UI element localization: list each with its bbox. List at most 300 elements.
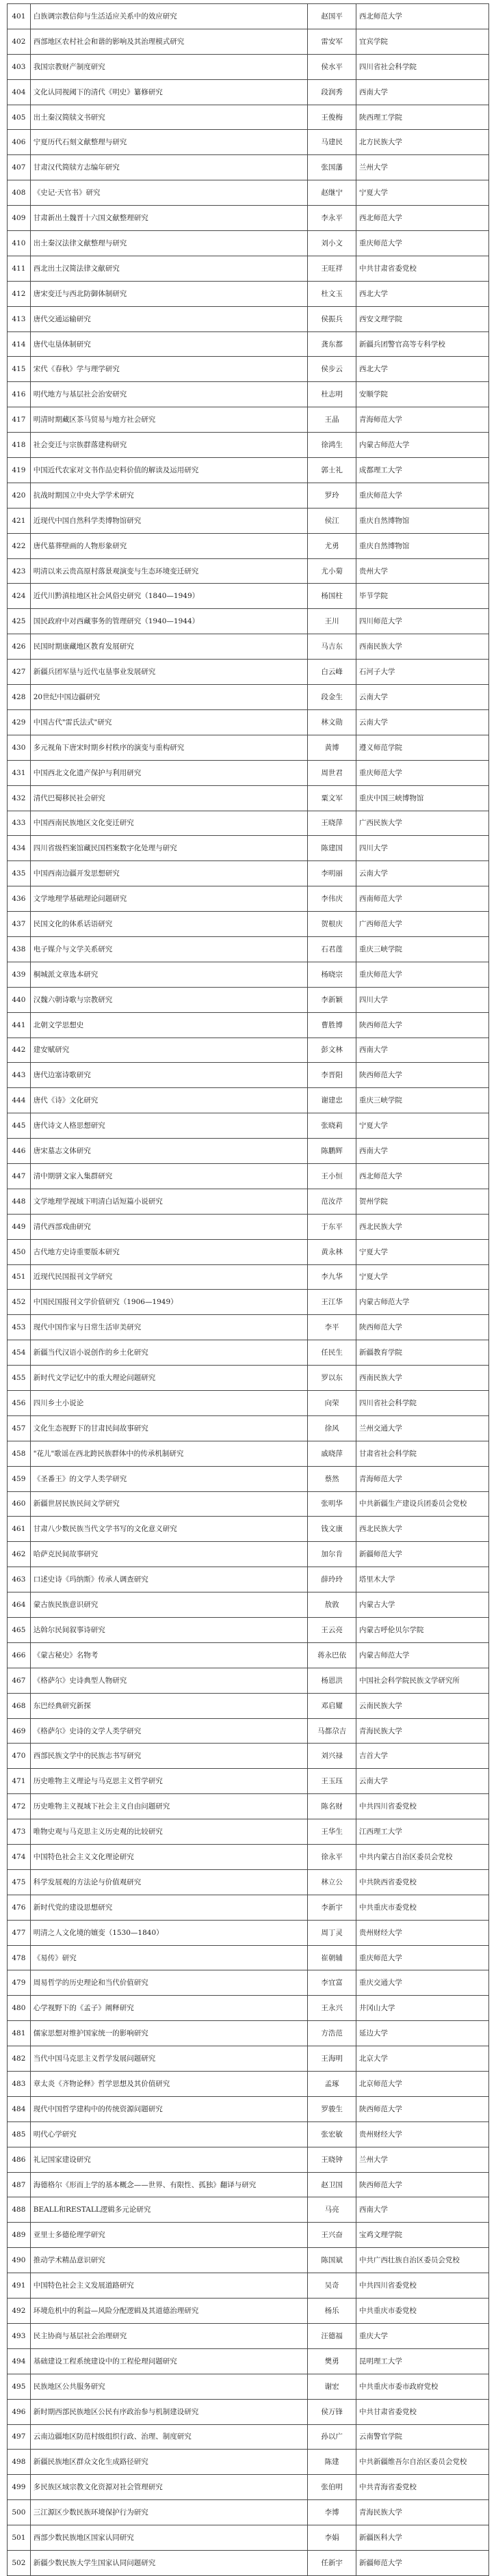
row-number: 466	[8, 1642, 31, 1668]
project-leader: 杨晓宗	[308, 962, 356, 987]
project-title: 新疆当代汉语小说创作的乡土化研究	[30, 1340, 308, 1366]
project-leader: 崔朝辅	[308, 1945, 356, 1970]
project-leader: 吴奇	[308, 2273, 356, 2299]
project-leader: 罗玲	[308, 483, 356, 508]
project-title: 宋代《春秋》学与理学研究	[30, 357, 308, 382]
row-number: 403	[8, 54, 31, 79]
project-leader: 粟文军	[308, 785, 356, 811]
project-title: 出土秦汉法律文献整理与研究	[30, 231, 308, 256]
project-title: 东巴经典研究新探	[30, 1693, 308, 1718]
project-organization: 西南大学	[356, 2197, 488, 2223]
project-title: 唐代交通运输研究	[30, 306, 308, 331]
project-organization: 西南民族大学	[356, 1366, 488, 1391]
row-number: 502	[8, 2550, 31, 2575]
table-row	[8, 1668, 489, 1693]
project-leader: 李宜富	[308, 1970, 356, 1996]
row-number: 455	[8, 1366, 31, 1391]
project-organization: 宁夏大学	[356, 1113, 488, 1139]
project-organization: 内蒙古呼伦贝尔学院	[356, 1618, 488, 1643]
project-organization: 西南民族大学	[356, 634, 488, 660]
table-row	[8, 634, 489, 660]
table-row	[8, 1819, 489, 1845]
project-title: 文化认同视阈下的清代《明史》纂修研究	[30, 79, 308, 105]
project-leader: 马都尕吉	[308, 1718, 356, 1744]
row-number: 497	[8, 2424, 31, 2450]
project-leader: 蒋永巴依	[308, 1642, 356, 1668]
project-organization: 塔里木大学	[356, 1567, 488, 1592]
project-organization: 江西理工大学	[356, 1819, 488, 1845]
row-number: 446	[8, 1139, 31, 1164]
row-number: 473	[8, 1819, 31, 1845]
project-organization: 中共新疆维吾尔自治区委员会党校	[356, 2450, 488, 2475]
row-number: 417	[8, 407, 31, 433]
project-organization: 青海师范大学	[356, 1466, 488, 1491]
project-leader: 王俊梅	[308, 105, 356, 130]
project-title: 海德格尔《形而上学的基本概念——世界、有限性、孤独》翻译与研究	[30, 2172, 308, 2197]
table-row	[8, 206, 489, 231]
project-organization: 昆明理工大学	[356, 2348, 488, 2374]
project-leader: 侯水平	[308, 54, 356, 79]
row-number: 465	[8, 1618, 31, 1643]
project-organization: 重庆师范大学	[356, 483, 488, 508]
project-leader: 王晶	[308, 407, 356, 433]
project-title: 明清之人文化境的嬗变（1530—1840）	[30, 1920, 308, 1945]
table-row	[8, 79, 489, 105]
project-title: 历史唯物主义视域下社会主义自由问题研究	[30, 1794, 308, 1819]
table-row	[8, 1769, 489, 1794]
project-leader: 孙以广	[308, 2424, 356, 2450]
project-organization: 新疆兵团警官高等专科学校	[356, 331, 488, 357]
row-number: 409	[8, 206, 31, 231]
project-title: 明代心学研究	[30, 2121, 308, 2147]
table-row	[8, 1390, 489, 1415]
project-organization: 成都理工大学	[356, 458, 488, 483]
project-organization: 吉首大学	[356, 1744, 488, 1769]
project-leader: 王兴奋	[308, 2223, 356, 2248]
project-leader: 黄博	[308, 735, 356, 760]
project-title: 《圣番王》的文学人类学研究	[30, 1466, 308, 1491]
table-row	[8, 105, 489, 130]
project-title: 我国宗教财产制度研究	[30, 54, 308, 79]
table-row	[8, 2197, 489, 2223]
project-organization: 西北大学	[356, 357, 488, 382]
project-title: 甘肃汉代简牍方志编年研究	[30, 155, 308, 180]
project-leader: 贺根庆	[308, 912, 356, 937]
row-number: 412	[8, 281, 31, 306]
table-row	[8, 458, 489, 483]
table-row	[8, 1264, 489, 1290]
row-number: 463	[8, 1567, 31, 1592]
table-row	[8, 483, 489, 508]
project-organization: 内蒙古师范大学	[356, 1290, 488, 1315]
project-title: 唐代墓葬壁画的人物形象研究	[30, 533, 308, 558]
row-number: 422	[8, 533, 31, 558]
project-title: 西部地区农村社会和谐的影响及其治理模式研究	[30, 29, 308, 54]
project-leader: 郭士礼	[308, 458, 356, 483]
row-number: 475	[8, 1869, 31, 1895]
table-row	[8, 1063, 489, 1088]
row-number: 402	[8, 29, 31, 54]
project-title: 哈萨克民间故事研究	[30, 1542, 308, 1567]
project-list-document	[7, 3, 489, 2576]
row-number: 478	[8, 1945, 31, 1970]
project-title: 四川省级档案馆藏民国档案数字化处理与研究	[30, 836, 308, 861]
project-organization: 重庆师范大学	[356, 760, 488, 785]
table-row	[8, 962, 489, 987]
project-leader: 张伯明	[308, 2475, 356, 2500]
table-row	[8, 1189, 489, 1214]
row-number: 472	[8, 1794, 31, 1819]
project-title: 达斡尔民间叙事诗研究	[30, 1618, 308, 1643]
project-leader: 刘小文	[308, 231, 356, 256]
project-title: 唐宋变迁与西北防御体制研究	[30, 281, 308, 306]
project-organization: 西北大学	[356, 281, 488, 306]
project-title: 多元视角下唐宋时期乡村秩序的演变与重构研究	[30, 735, 308, 760]
project-table	[7, 3, 489, 2576]
project-title: 周易哲学的历史理论和当代价值研究	[30, 1970, 308, 1996]
table-row	[8, 331, 489, 357]
project-leader: 徐永平	[308, 1845, 356, 1870]
project-organization: 西北民族大学	[356, 1214, 488, 1239]
project-leader: 李娟	[308, 2525, 356, 2551]
project-organization: 中国社会科学院民族文学研究所	[356, 1668, 488, 1693]
project-leader: 范汝芹	[308, 1189, 356, 1214]
row-number: 456	[8, 1390, 31, 1415]
project-title: 中国特色社会主义发展道路研究	[30, 2273, 308, 2299]
project-organization: 云南大学	[356, 861, 488, 886]
row-number: 486	[8, 2147, 31, 2172]
project-title: 西部民族文学中的民族志书写研究	[30, 1744, 308, 1769]
project-organization: 西北民族大学	[356, 1517, 488, 1542]
table-row	[8, 407, 489, 433]
project-title: 三江源区少数民族环境保护行为研究	[30, 2500, 308, 2525]
project-leader: 李晋阳	[308, 1063, 356, 1088]
project-leader: 谢宏	[308, 2374, 356, 2399]
row-number: 454	[8, 1340, 31, 1366]
project-leader: 刘兴禄	[308, 1744, 356, 1769]
row-number: 408	[8, 180, 31, 206]
project-organization: 北京师范大学	[356, 2072, 488, 2097]
project-title: 中国西南边疆开发思想研究	[30, 861, 308, 886]
project-title: 西部少数民族地区国家认同研究	[30, 2525, 308, 2551]
project-leader: 加尔肯	[308, 1542, 356, 1567]
row-number: 495	[8, 2374, 31, 2399]
project-leader: 樊勇	[308, 2348, 356, 2374]
project-title: 多民族区域宗教文化资源对社会管理研究	[30, 2475, 308, 2500]
table-row	[8, 1592, 489, 1618]
row-number: 425	[8, 609, 31, 634]
table-row	[8, 1366, 489, 1391]
project-title: 近现代民国报刊文学研究	[30, 1264, 308, 1290]
row-number: 481	[8, 2021, 31, 2046]
project-organization: 北方民族大学	[356, 130, 488, 155]
project-title: 清代西部戏曲研究	[30, 1214, 308, 1239]
project-leader: 周世君	[308, 760, 356, 785]
table-row	[8, 1290, 489, 1315]
project-leader: 白云峰	[308, 660, 356, 685]
project-title: 当代中国马克思主义哲学发展问题研究	[30, 2046, 308, 2072]
project-leader: 任民生	[308, 1340, 356, 1366]
row-number: 418	[8, 433, 31, 458]
row-number: 430	[8, 735, 31, 760]
project-organization: 中共四川省委党校	[356, 2273, 488, 2299]
project-title: 新疆世居民族民间文学研究	[30, 1491, 308, 1517]
project-organization: 内蒙古师范大学	[356, 1642, 488, 1668]
table-row	[8, 1618, 489, 1643]
project-title: 《格萨尔》史诗典型人物研究	[30, 1668, 308, 1693]
project-organization: 重庆自然博物馆	[356, 533, 488, 558]
project-leader: 杨恩洪	[308, 1668, 356, 1693]
project-leader: 赵国平	[308, 4, 356, 29]
project-organization: 中共广西壮族自治区委员会党校	[356, 2248, 488, 2273]
project-organization: 陕西师范大学	[356, 1063, 488, 1088]
project-title: 新时期西部民族地区公民有序政治参与机制建设研究	[30, 2399, 308, 2424]
table-row	[8, 1163, 489, 1189]
table-row	[8, 1012, 489, 1038]
project-leader: 马吉东	[308, 634, 356, 660]
project-title: 新时代文学记忆中的重大理论问题研究	[30, 1366, 308, 1391]
project-organization: 新疆医科大学	[356, 2525, 488, 2551]
table-row	[8, 533, 489, 558]
row-number: 461	[8, 1517, 31, 1542]
row-number: 404	[8, 79, 31, 105]
row-number: 411	[8, 256, 31, 281]
project-leader: 王晓钟	[308, 2147, 356, 2172]
row-number: 441	[8, 1012, 31, 1038]
row-number: 468	[8, 1693, 31, 1718]
project-organization: 重庆三峡学院	[356, 1088, 488, 1113]
row-number: 477	[8, 1920, 31, 1945]
project-leader: 徐鸿生	[308, 433, 356, 458]
project-organization: 北京大学	[356, 2046, 488, 2072]
project-organization: 云南民族大学	[356, 1693, 488, 1718]
row-number: 431	[8, 760, 31, 785]
project-title: 唐代屯垦体制研究	[30, 331, 308, 357]
project-leader: 王小恒	[308, 1163, 356, 1189]
project-title: 电子媒介与文学关系研究	[30, 936, 308, 962]
project-leader: 陈鹏辉	[308, 1139, 356, 1164]
row-number: 450	[8, 1239, 31, 1264]
project-leader: 罗骏生	[308, 2096, 356, 2121]
project-leader: 黄永林	[308, 1239, 356, 1264]
row-number: 427	[8, 660, 31, 685]
project-title: 明代地方与基层社会治安研究	[30, 382, 308, 407]
table-row	[8, 357, 489, 382]
project-organization: 宝鸡文理学院	[356, 2223, 488, 2248]
project-title: 亚里士多德伦理学研究	[30, 2223, 308, 2248]
table-row	[8, 660, 489, 685]
table-row	[8, 2096, 489, 2121]
project-organization: 贺州学院	[356, 1189, 488, 1214]
project-leader: 杜文玉	[308, 281, 356, 306]
project-leader: 赵卫国	[308, 2172, 356, 2197]
project-organization: 内蒙古师范大学	[356, 433, 488, 458]
project-title: 章太炎《齐物论释》哲学思想及其价值研究	[30, 2072, 308, 2097]
project-title: 文学地理学视域下明清白话短篇小说研究	[30, 1189, 308, 1214]
project-title: 桐城派文章选本研究	[30, 962, 308, 987]
row-number: 447	[8, 1163, 31, 1189]
project-title: 新疆少数民族大学生国家认同问题研究	[30, 2550, 308, 2575]
project-leader: 李九华	[308, 1264, 356, 1290]
project-organization: 重庆师范大学	[356, 231, 488, 256]
table-row	[8, 382, 489, 407]
row-number: 444	[8, 1088, 31, 1113]
row-number: 410	[8, 231, 31, 256]
project-organization: 兰州大学	[356, 2147, 488, 2172]
project-organization: 西南大学	[356, 79, 488, 105]
project-title: 国民政府中对西藏事务的管理研究（1940—1944）	[30, 609, 308, 634]
project-organization: 贵州财经大学	[356, 1920, 488, 1945]
table-row	[8, 1214, 489, 1239]
row-number: 420	[8, 483, 31, 508]
row-number: 501	[8, 2525, 31, 2551]
project-title: 文化生态视野下的甘肃民间故事研究	[30, 1415, 308, 1441]
row-number: 488	[8, 2197, 31, 2223]
project-organization: 内蒙古大学	[356, 1592, 488, 1618]
project-title: 建安赋研究	[30, 1038, 308, 1063]
table-row	[8, 2525, 489, 2551]
project-leader: 陈国斌	[308, 2248, 356, 2273]
project-organization: 中共甘肃省委党校	[356, 256, 488, 281]
table-row	[8, 2273, 489, 2299]
project-leader: 雷安军	[308, 29, 356, 54]
row-number: 401	[8, 4, 31, 29]
project-organization: 石河子大学	[356, 660, 488, 685]
table-row	[8, 1718, 489, 1744]
project-leader: 杨乐	[308, 2299, 356, 2324]
project-organization: 四川师范大学	[356, 609, 488, 634]
project-title: 《蒙古秘史》名物考	[30, 1642, 308, 1668]
table-row	[8, 130, 489, 155]
project-organization: 宁夏大学	[356, 180, 488, 206]
row-number: 499	[8, 2475, 31, 2500]
project-leader: 尤勇	[308, 533, 356, 558]
table-row	[8, 685, 489, 710]
project-leader: 周丁灵	[308, 1920, 356, 1945]
project-table-body	[8, 4, 489, 2576]
project-organization: 四川大学	[356, 836, 488, 861]
project-title: 中国古代"雷氏法式"研究	[30, 709, 308, 735]
row-number: 452	[8, 1290, 31, 1315]
table-row	[8, 2424, 489, 2450]
project-organization: 陕西师范大学	[356, 2172, 488, 2197]
table-row	[8, 760, 489, 785]
project-title: 白族调宗教信仰与生活适应关系中的效应研究	[30, 4, 308, 29]
project-leader: 李伟庆	[308, 886, 356, 912]
row-number: 453	[8, 1315, 31, 1340]
project-organization: 重庆师范大学	[356, 1945, 488, 1970]
table-row	[8, 1895, 489, 1920]
table-row	[8, 306, 489, 331]
table-row	[8, 2223, 489, 2248]
project-title: 近现代中国自然科学类博物馆研究	[30, 508, 308, 533]
project-title: 现代中国作家与日常生活审美研究	[30, 1315, 308, 1340]
project-organization: 云南大学	[356, 685, 488, 710]
row-number: 407	[8, 155, 31, 180]
project-leader: 张国藩	[308, 155, 356, 180]
project-leader: 陈名财	[308, 1794, 356, 1819]
project-leader: 李新宇	[308, 1895, 356, 1920]
project-organization: 青海民族大学	[356, 2500, 488, 2525]
row-number: 489	[8, 2223, 31, 2248]
project-leader: 张晓莉	[308, 1113, 356, 1139]
project-organization: 甘肃省社会科学院	[356, 1441, 488, 1466]
project-leader: 戚晓萍	[308, 1441, 356, 1466]
row-number: 423	[8, 558, 31, 584]
project-title: 云南边疆地区防范村级组织行政、治理、制度研究	[30, 2424, 308, 2450]
project-organization: 兰州交通大学	[356, 1415, 488, 1441]
project-leader: 王玉珏	[308, 1769, 356, 1794]
row-number: 432	[8, 785, 31, 811]
table-row	[8, 2374, 489, 2399]
project-organization: 遵义师范学院	[356, 735, 488, 760]
project-title: BEALL和RESTALL逻辑多元论研究	[30, 2197, 308, 2223]
table-row	[8, 4, 489, 29]
table-row	[8, 1113, 489, 1139]
table-row	[8, 1920, 489, 1945]
project-leader: 邓启耀	[308, 1693, 356, 1718]
project-title: 口述史诗《玛纳斯》传承人调查研究	[30, 1567, 308, 1592]
project-organization: 中共甘肃省委党校	[356, 2399, 488, 2424]
project-title: 新时代党的建设思想研究	[30, 1895, 308, 1920]
row-number: 493	[8, 2323, 31, 2348]
project-title: 明清以来云贵高原村落景观演变与生态环境变迁研究	[30, 558, 308, 584]
table-row	[8, 2147, 489, 2172]
row-number: 448	[8, 1189, 31, 1214]
row-number: 406	[8, 130, 31, 155]
project-leader: 侯振兵	[308, 306, 356, 331]
row-number: 480	[8, 1996, 31, 2021]
row-number: 460	[8, 1491, 31, 1517]
project-leader: 彭文林	[308, 1038, 356, 1063]
table-row	[8, 2072, 489, 2097]
row-number: 471	[8, 1769, 31, 1794]
row-number: 426	[8, 634, 31, 660]
project-organization: 中共重庆市委党校	[356, 2299, 488, 2324]
project-organization: 重庆中国三峡博物馆	[356, 785, 488, 811]
project-organization: 四川省社会科学院	[356, 1390, 488, 1415]
row-number: 439	[8, 962, 31, 987]
project-leader: 谢建忠	[308, 1088, 356, 1113]
row-number: 487	[8, 2172, 31, 2197]
project-leader: 汪德福	[308, 2323, 356, 2348]
table-row	[8, 987, 489, 1012]
project-organization: 重庆交通大学	[356, 1970, 488, 1996]
project-title: 近代川黔滇桂地区社会风俗史研究（1840—1949）	[30, 584, 308, 609]
project-title: 民国文化的体系话语研究	[30, 912, 308, 937]
project-organization: 新疆师范大学	[356, 1542, 488, 1567]
project-leader: 王永兴	[308, 1996, 356, 2021]
project-organization: 陕西师范大学	[356, 1315, 488, 1340]
project-title: 民族地区公共服务研究	[30, 2374, 308, 2399]
row-number: 459	[8, 1466, 31, 1491]
project-leader: 王云亮	[308, 1618, 356, 1643]
row-number: 442	[8, 1038, 31, 1063]
project-organization: 广西师范大学	[356, 912, 488, 937]
table-row	[8, 1970, 489, 1996]
project-leader: 侯江	[308, 508, 356, 533]
row-number: 500	[8, 2500, 31, 2525]
project-title: 历史唯物主义理论与马克思主义哲学研究	[30, 1769, 308, 1794]
project-leader: 马亮	[308, 2197, 356, 2223]
project-title: 礼记国家建设研究	[30, 2147, 308, 2172]
project-organization: 宁夏大学	[356, 1239, 488, 1264]
project-title: 甘肃八少数民族当代文学书写的文化意义研究	[30, 1517, 308, 1542]
project-organization: 重庆师范大学	[356, 962, 488, 987]
row-number: 451	[8, 1264, 31, 1290]
table-row	[8, 1542, 489, 1567]
table-row	[8, 2500, 489, 2525]
